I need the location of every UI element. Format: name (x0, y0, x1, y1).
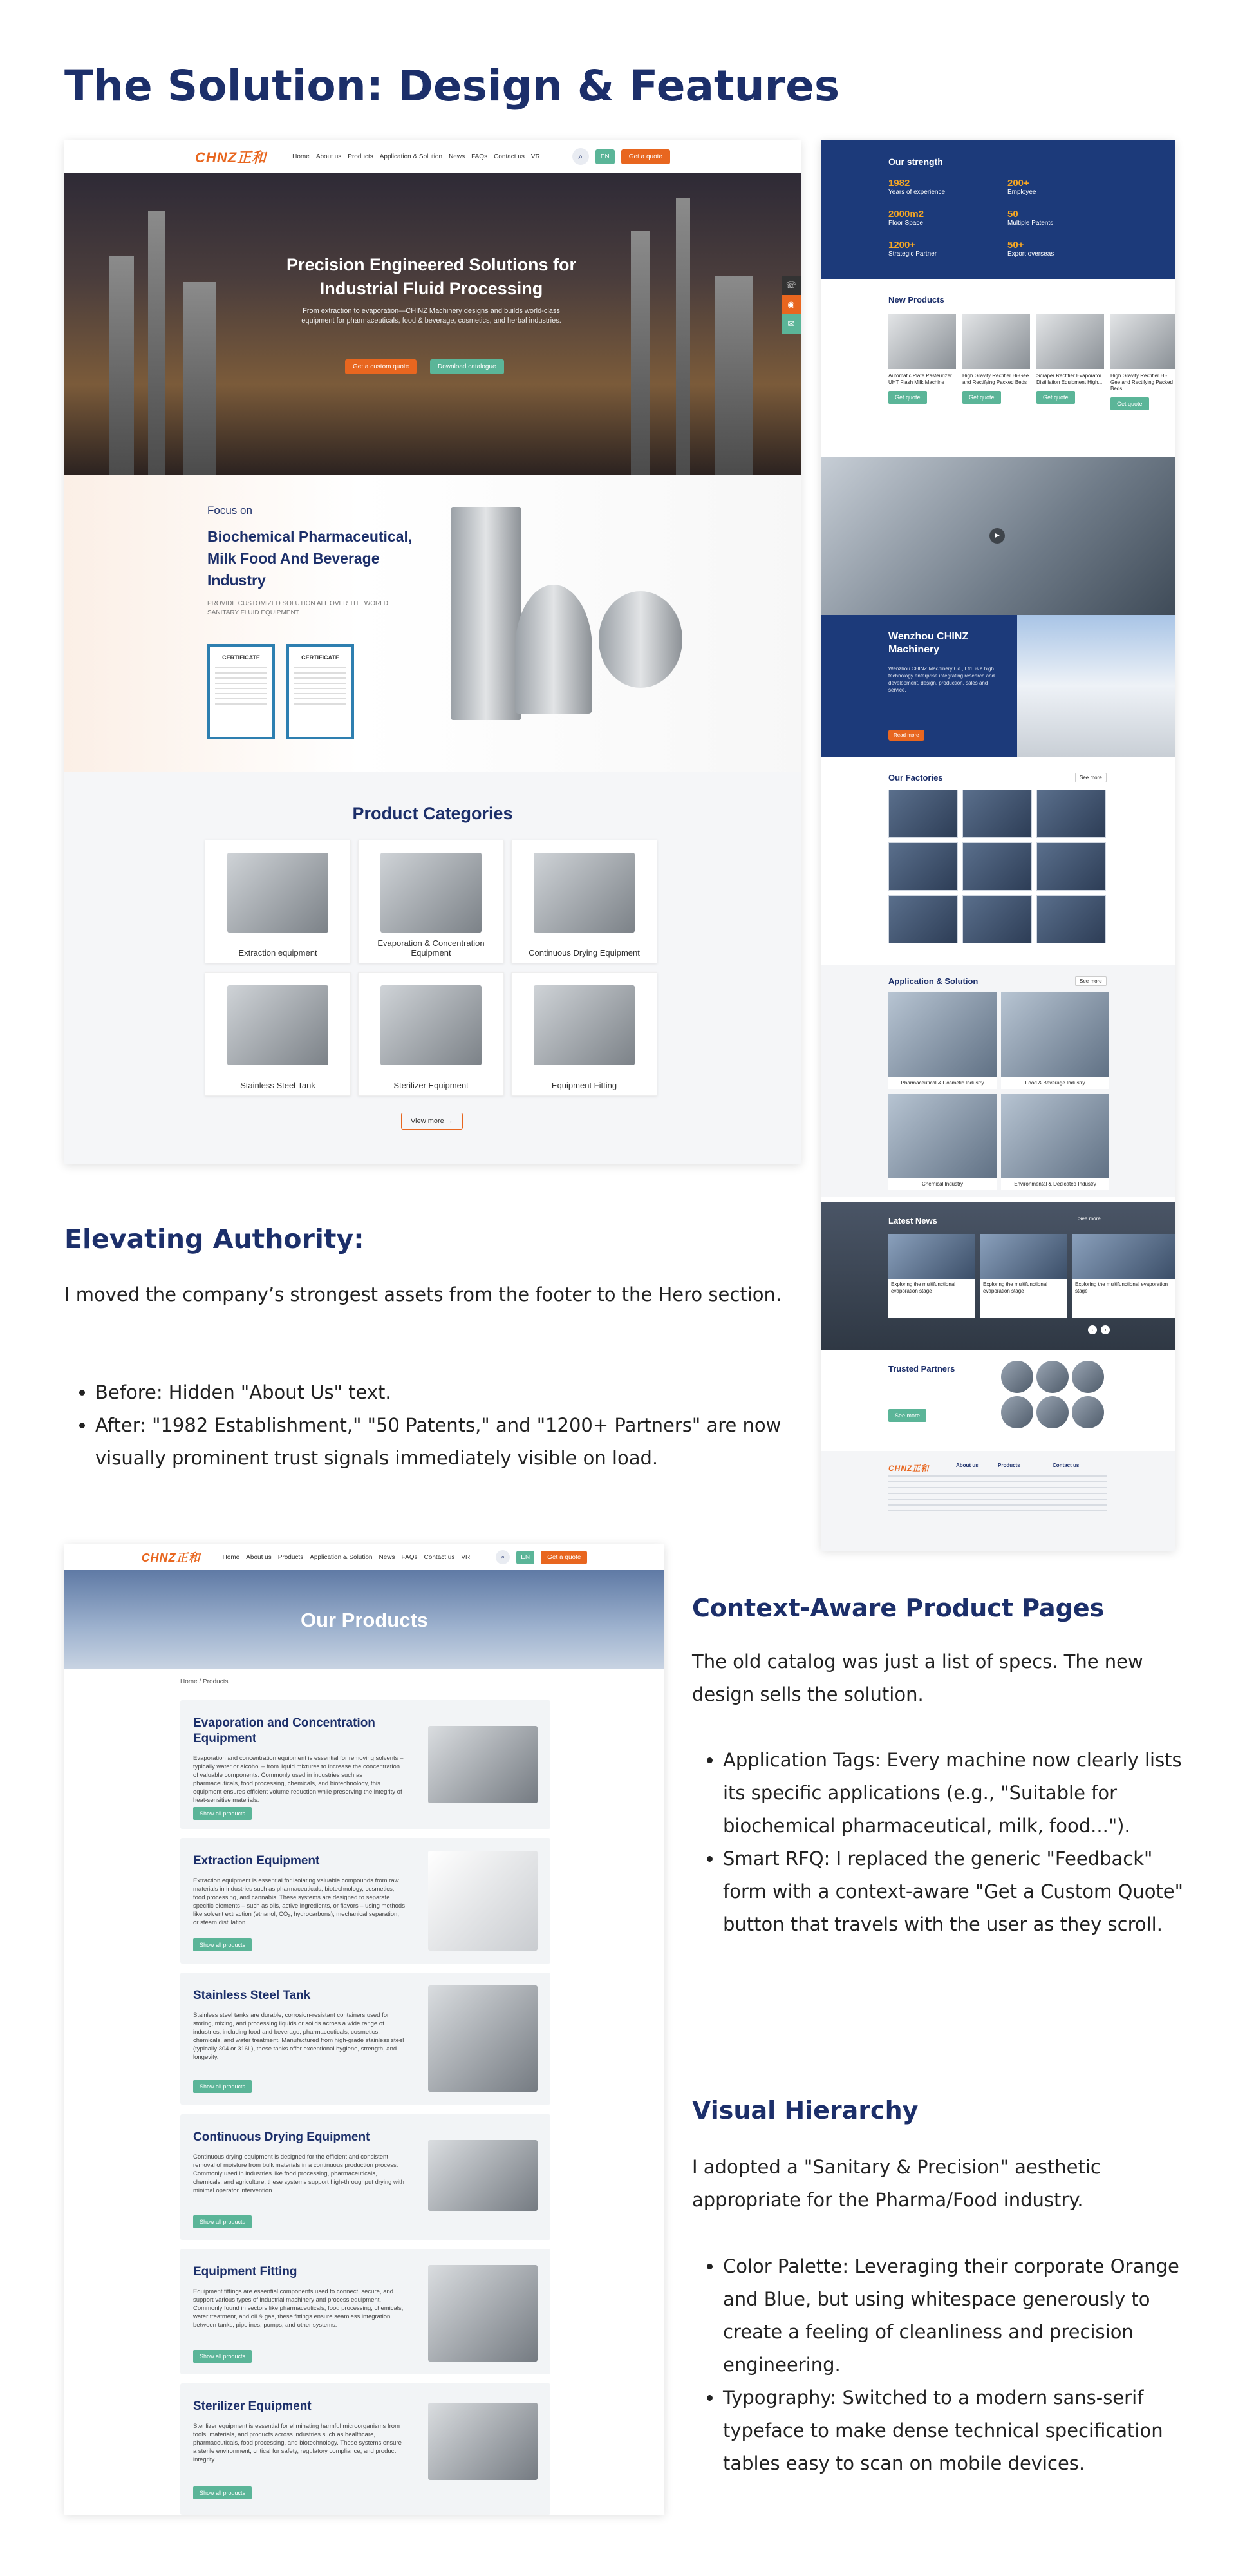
focus-label: Focus on (207, 504, 252, 516)
product-image (227, 853, 329, 933)
application-label: Pharmaceutical & Cosmetic Industry (888, 1077, 997, 1089)
refinery-tower (715, 276, 753, 475)
stat-patents: 50 (1007, 209, 1018, 220)
category-description: Extraction equipment is essential for isolating valuable compounds from raw materials in industries such as pharmaceuticals, biotechnology, cosmetics, food processing, and cannabis. These systems are designed to separate specific elements – such as oils, active ingredients, or flavors – using methods like solvent extraction (ethanol, CO₂, hydrocarbons), mechanical separation, or steam distillation. (193, 1877, 405, 1926)
side-contact-bar (782, 276, 801, 334)
product-image (962, 314, 1030, 369)
product-category-card[interactable] (180, 1700, 550, 1829)
products-banner (64, 1570, 664, 1669)
footer-links-placeholder (888, 1475, 1107, 1514)
nav-vr[interactable]: VR (530, 153, 540, 160)
application-card[interactable] (1001, 1094, 1109, 1190)
logo[interactable]: CHNZ正和 (141, 1551, 201, 1564)
visual-bullets (692, 2250, 1188, 2480)
product-category-card[interactable] (180, 1838, 550, 1964)
factory-photo (1036, 895, 1106, 943)
lang-button[interactable]: EN (595, 149, 615, 164)
news-headline: Exploring the multifunctional evaporation stage (1075, 1282, 1168, 1294)
category-card[interactable] (205, 972, 351, 1096)
visual-bullet: • Typography: Switched to a modern sans-serif typeface to make dense technical specification tables easy to scan on mobile devices. (723, 2382, 1188, 2480)
partner-photo (1072, 1396, 1104, 1428)
news-section (821, 1202, 1175, 1350)
news-card[interactable] (1072, 1234, 1175, 1318)
new-product-card[interactable] (962, 314, 1030, 443)
hero-title: Precision Engineered Solutions for Industrial Fluid Processing (286, 255, 577, 298)
breadcrumb[interactable]: Home / Products (180, 1678, 229, 1685)
category-image (428, 2403, 538, 2480)
category-description: Sterilizer equipment is essential for eliminating harmful microorganisms from tools, materials, and products across industries such as healthcare, pharmaceuticals, food processing, and biotechnology. These systems ensure a sterile environment, critical for safety, regulatory compliance, and product integrity. (193, 2423, 402, 2463)
category-label: Stainless Steel Tank (240, 1081, 315, 1090)
top-nav (64, 1544, 664, 1570)
application-label: Environmental & Dedicated Industry (1001, 1178, 1109, 1190)
strength-section (821, 140, 1175, 279)
refinery-tower (183, 282, 216, 475)
nav-products[interactable]: Products (277, 1553, 304, 1561)
nav-faqs[interactable]: FAQs (471, 153, 488, 160)
nav-news[interactable]: News (449, 153, 465, 160)
category-label: Extraction equipment (238, 948, 317, 958)
stat-label: Years of experience (888, 189, 946, 196)
product-quote-button[interactable]: Get quote (888, 391, 927, 404)
whatsapp-icon[interactable]: ◉ (782, 295, 801, 314)
category-image (428, 1726, 538, 1803)
product-category-card[interactable] (180, 2114, 550, 2240)
partner-photo (1001, 1361, 1033, 1393)
new-product-card[interactable] (1110, 314, 1175, 443)
top-nav (64, 140, 801, 173)
visual-body: I adopted a "Sanitary & Precision" aesthetic appropriate for the Pharma/Food industry. (692, 2156, 1101, 2211)
context-bullet: • Application Tags: Every machine now clearly lists its specific applications (e.g., "Suitable for biochemical pharmaceutical, milk, food..."). (723, 1744, 1188, 1842)
category-label: Sterilizer Equipment (393, 1081, 469, 1090)
partner-photo (1001, 1396, 1033, 1428)
nav-faqs[interactable]: FAQs (401, 1553, 418, 1561)
factory-photo (962, 790, 1032, 838)
partner-photo (1036, 1396, 1069, 1428)
stat-label: Employee (1007, 189, 1036, 196)
evaporator-machine-image (515, 585, 592, 714)
category-description: Stainless steel tanks are durable, corrosion-resistant containers used for storing, mixing, and processing liquids or solids across a wide range of industries, including food and beverage, pharmaceuticals, cosmetics, chemicals, and water treatment. Manufactured from high-grade stainless steel (typically 304 or 316L), these tanks offer exceptional hygiene, strength, and longevity. (193, 2012, 404, 2061)
hero-banner (64, 173, 801, 475)
factory-photo (1036, 842, 1106, 891)
news-headline: Exploring the multifunctional evaporation stage (983, 1282, 1048, 1294)
news-title: Latest News (888, 1216, 937, 1226)
stat-floor: 2000m2 (888, 209, 924, 220)
application-card[interactable] (888, 1094, 997, 1190)
category-description: Equipment fittings are essential components used to connect, secure, and support various types of industrial machinery and process equipment. Commonly found in sectors like pharmaceuticals, food processing, chemicals, water treatment, and oil & gas, these fittings ensure seamless integration between tanks, pipelines, pumps, and other systems. (193, 2288, 404, 2329)
factory-photo (888, 895, 958, 943)
category-label: Continuous Drying Equipment (529, 948, 640, 958)
category-label: Evaporation & Concentration Equipment (377, 938, 485, 958)
category-label: Equipment Fitting (551, 1081, 617, 1090)
company-description: Wenzhou CHINZ Machinery Co., Ltd. is a high technology enterprise integrating research and development, design, production, sales and service. (888, 666, 995, 693)
application-label: Chemical Industry (888, 1178, 997, 1190)
show-all-products-button[interactable]: Show all products (193, 2080, 252, 2093)
certificate-heading: CERTIFICATE (301, 654, 339, 661)
email-icon[interactable]: ✉ (782, 314, 801, 334)
evaporator-machine-image (599, 591, 682, 688)
stat-label: Export overseas (1007, 251, 1054, 258)
authority-bullets (64, 1376, 811, 1475)
application-card[interactable] (1001, 992, 1109, 1089)
new-products-title: New Products (888, 295, 944, 305)
nav-contact[interactable]: Contact us (494, 153, 525, 160)
new-product-card[interactable] (888, 314, 956, 443)
products-page-mockup (64, 1544, 664, 2515)
stat-label: Multiple Patents (1007, 220, 1054, 227)
nav-about[interactable]: About us (315, 153, 342, 160)
product-category-card[interactable] (180, 2249, 550, 2374)
category-title: Sterilizer Equipment (193, 2400, 312, 2413)
play-icon[interactable]: ▶ (989, 528, 1005, 544)
show-all-products-button[interactable]: Show all products (193, 2215, 252, 2228)
partners-title: Trusted Partners (888, 1364, 955, 1374)
category-card[interactable] (511, 840, 657, 963)
partners-button[interactable]: See more (888, 1409, 926, 1422)
authority-bullet: • After: "1982 Establishment," "50 Patents," and "1200+ Partners" are now visually prominent trust signals immediately visible on load. (95, 1409, 811, 1475)
carousel-prev-icon[interactable]: ‹ (1088, 1325, 1097, 1334)
show-all-products-button[interactable]: Show all products (193, 2350, 252, 2363)
visual-title: Visual Hierarchy (692, 2096, 919, 2125)
footer-col-title: Products (998, 1463, 1020, 1468)
product-image (888, 314, 956, 369)
hero-custom-quote-button[interactable]: Get a custom quote (345, 359, 417, 374)
factory-worker-photo (821, 457, 1175, 615)
category-title: Extraction Equipment (193, 1854, 320, 1868)
product-image (227, 985, 329, 1065)
nav-products[interactable]: Products (348, 153, 373, 160)
product-category-card[interactable] (180, 1973, 550, 2105)
category-title: Continuous Drying Equipment (193, 2130, 370, 2144)
new-product-card[interactable] (1036, 314, 1104, 443)
stat-export: 50+ (1007, 240, 1024, 251)
category-title: Equipment Fitting (193, 2265, 297, 2278)
refinery-tower (109, 256, 134, 475)
authority-bullet: • Before: Hidden "About Us" text. (95, 1376, 811, 1409)
factory-photo (1036, 790, 1106, 838)
authority-title: Elevating Authority: (64, 1224, 364, 1255)
category-card[interactable] (358, 840, 504, 963)
product-image (380, 853, 482, 933)
news-card[interactable] (888, 1234, 975, 1318)
footer (821, 1451, 1175, 1551)
application-section (821, 965, 1175, 1197)
category-card[interactable] (358, 972, 504, 1096)
product-name: Scraper Rectifier Evaporator Distillation Equipment High... (1036, 373, 1103, 385)
news-see-more[interactable]: See more (1078, 1216, 1101, 1222)
view-more-button[interactable]: View more → (401, 1113, 463, 1130)
nav-application[interactable]: Application & Solution (379, 153, 443, 160)
show-all-products-button[interactable]: Show all products (193, 1938, 252, 1951)
refinery-tower (148, 211, 165, 475)
product-category-card[interactable] (180, 2383, 550, 2515)
factory-photo (888, 842, 958, 891)
focus-section (64, 475, 801, 772)
product-name: High Gravity Rectifier Hi-Gee and Rectifying Packed Beds (962, 373, 1029, 385)
footer-col-title: About us (956, 1463, 979, 1468)
page-title: The Solution: Design & Features (64, 61, 840, 111)
context-title: Context-Aware Product Pages (692, 1594, 1105, 1622)
hero-download-button[interactable]: Download catalogue (430, 359, 504, 374)
application-see-more[interactable]: See more (1075, 976, 1107, 986)
category-image (428, 2140, 538, 2211)
factory-photo (962, 895, 1032, 943)
certificate-image (207, 644, 275, 739)
get-quote-button[interactable]: Get a quote (541, 1551, 587, 1564)
category-image (428, 1985, 538, 2092)
search-icon[interactable]: ⌕ (572, 148, 589, 165)
context-bullet: • Smart RFQ: I replaced the generic "Feedback" form with a context-aware "Get a Custom Quote" button that travels with the user as they scroll. (723, 1842, 1188, 1941)
nav-contact[interactable]: Contact us (424, 1553, 455, 1561)
category-title: Stainless Steel Tank (193, 1989, 311, 2002)
categories-section (64, 772, 801, 1164)
category-image (428, 1851, 538, 1951)
stat-employee: 200+ (1007, 178, 1029, 189)
factory-photo (888, 790, 958, 838)
categories-title: Product Categories (352, 804, 513, 823)
visual-bullet: • Color Palette: Leveraging their corporate Orange and Blue, but using whitespace generously to create a feeling of cleanliness and precision engineering. (723, 2250, 1188, 2382)
company-read-more-button[interactable]: Read more (888, 730, 924, 741)
stat-partners: 1200+ (888, 240, 916, 251)
company-building-photo (1017, 615, 1175, 757)
refinery-tower (631, 231, 650, 475)
nav-vr[interactable]: VR (461, 1553, 471, 1561)
nav-application[interactable]: Application & Solution (310, 1553, 373, 1561)
product-quote-button[interactable]: Get quote (1036, 391, 1075, 404)
show-all-products-button[interactable]: Show all products (193, 1807, 252, 1820)
category-description: Evaporation and concentration equipment is essential for removing solvents – typically water or alcohol – from liquid mixtures to increase the concentration of valuable components. Commonly used in industries such as pharmaceuticals, food processing, chemicals, and biotechnology, this equipment ensures efficient volume reduction while preserving the integrity of heat-sensitive materials. (193, 1755, 404, 1804)
nav-news[interactable]: News (379, 1553, 395, 1561)
strength-title: Our strength (888, 156, 943, 167)
nav-home[interactable]: Home (222, 1553, 240, 1561)
news-headline: Exploring the multifunctional evaporation stage (891, 1282, 956, 1294)
product-image (1036, 314, 1104, 369)
application-card[interactable] (888, 992, 997, 1089)
homepage-full-mockup (821, 140, 1175, 1551)
product-image (534, 853, 635, 933)
product-quote-button[interactable]: Get quote (1110, 397, 1149, 410)
phone-icon[interactable]: ☏ (782, 276, 801, 295)
company-name: Wenzhou CHINZ Machinery (888, 631, 969, 655)
logo[interactable]: CHNZ正和 (195, 149, 267, 166)
product-image (534, 985, 635, 1065)
product-image (1110, 314, 1175, 369)
category-title: Evaporation and Concentration Equipment (193, 1716, 375, 1745)
category-description: Continuous drying equipment is designed for the efficient and consistent removal of moisture from bulk materials in a continuous production process. Commonly used in industries like food processing, pharmaceuticals, chemicals, and agriculture, these systems support high-throughput drying with minimal operator intervention. (193, 2154, 404, 2194)
stat-label: Strategic Partner (888, 251, 937, 258)
product-image (380, 985, 482, 1065)
application-title: Application & Solution (888, 976, 979, 986)
carousel-next-icon[interactable]: › (1101, 1325, 1110, 1334)
category-image (428, 2265, 538, 2362)
nav-about[interactable]: About us (246, 1553, 272, 1561)
stat-label: Floor Space (888, 220, 923, 227)
evaporator-machine-image (451, 507, 521, 720)
partner-photo (1036, 1361, 1069, 1393)
certificate-image (286, 644, 354, 739)
partner-photo (1072, 1361, 1104, 1393)
category-card[interactable] (205, 840, 351, 963)
factories-title: Our Factories (888, 773, 943, 782)
nav-home[interactable]: Home (292, 153, 310, 160)
context-bullets (692, 1744, 1188, 1941)
product-name: Automatic Plate Pasteurizer UHT Flash Milk Machine (888, 373, 952, 385)
footer-logo[interactable]: CHNZ正和 (888, 1464, 930, 1473)
refinery-tower (676, 198, 690, 475)
search-icon[interactable]: ⌕ (496, 1550, 510, 1564)
context-body: The old catalog was just a list of specs. The new design sells the solution. (692, 1651, 1143, 1705)
product-name: High Gravity Rectifier Hi-Gee and Rectifying Packed Beds (1110, 373, 1173, 392)
get-quote-button[interactable]: Get a quote (621, 149, 670, 164)
category-card[interactable] (511, 972, 657, 1096)
homepage-mockup (64, 140, 801, 1164)
banner-title: Our Products (300, 1609, 429, 1631)
product-quote-button[interactable]: Get quote (962, 391, 1001, 404)
focus-title: Biochemical Pharmaceutical, Milk Food And Beverage Industry (207, 528, 413, 589)
application-label: Food & Beverage Industry (1001, 1077, 1109, 1089)
factory-photo (962, 842, 1032, 891)
hero-subtitle: From extraction to evaporation—CHINZ Machinery designs and builds world-class equipment for pharmaceuticals, food & beverage, cosmetics, and herbal industries. (301, 307, 561, 325)
factories-see-more[interactable]: See more (1075, 773, 1107, 782)
show-all-products-button[interactable]: Show all products (193, 2486, 252, 2499)
lang-button[interactable]: EN (516, 1551, 534, 1564)
focus-subtitle: PROVIDE CUSTOMIZED SOLUTION ALL OVER THE WORLD SANITARY FLUID EQUIPMENT (207, 600, 388, 616)
company-section (821, 615, 1175, 757)
stat-years: 1982 (888, 178, 910, 189)
news-card[interactable] (980, 1234, 1067, 1318)
certificate-heading: CERTIFICATE (222, 654, 260, 661)
view-more-label: View more (411, 1117, 444, 1125)
footer-col-title: Contact us (1053, 1463, 1080, 1468)
authority-body: I moved the company’s strongest assets from the footer to the Hero section. (64, 1283, 782, 1305)
